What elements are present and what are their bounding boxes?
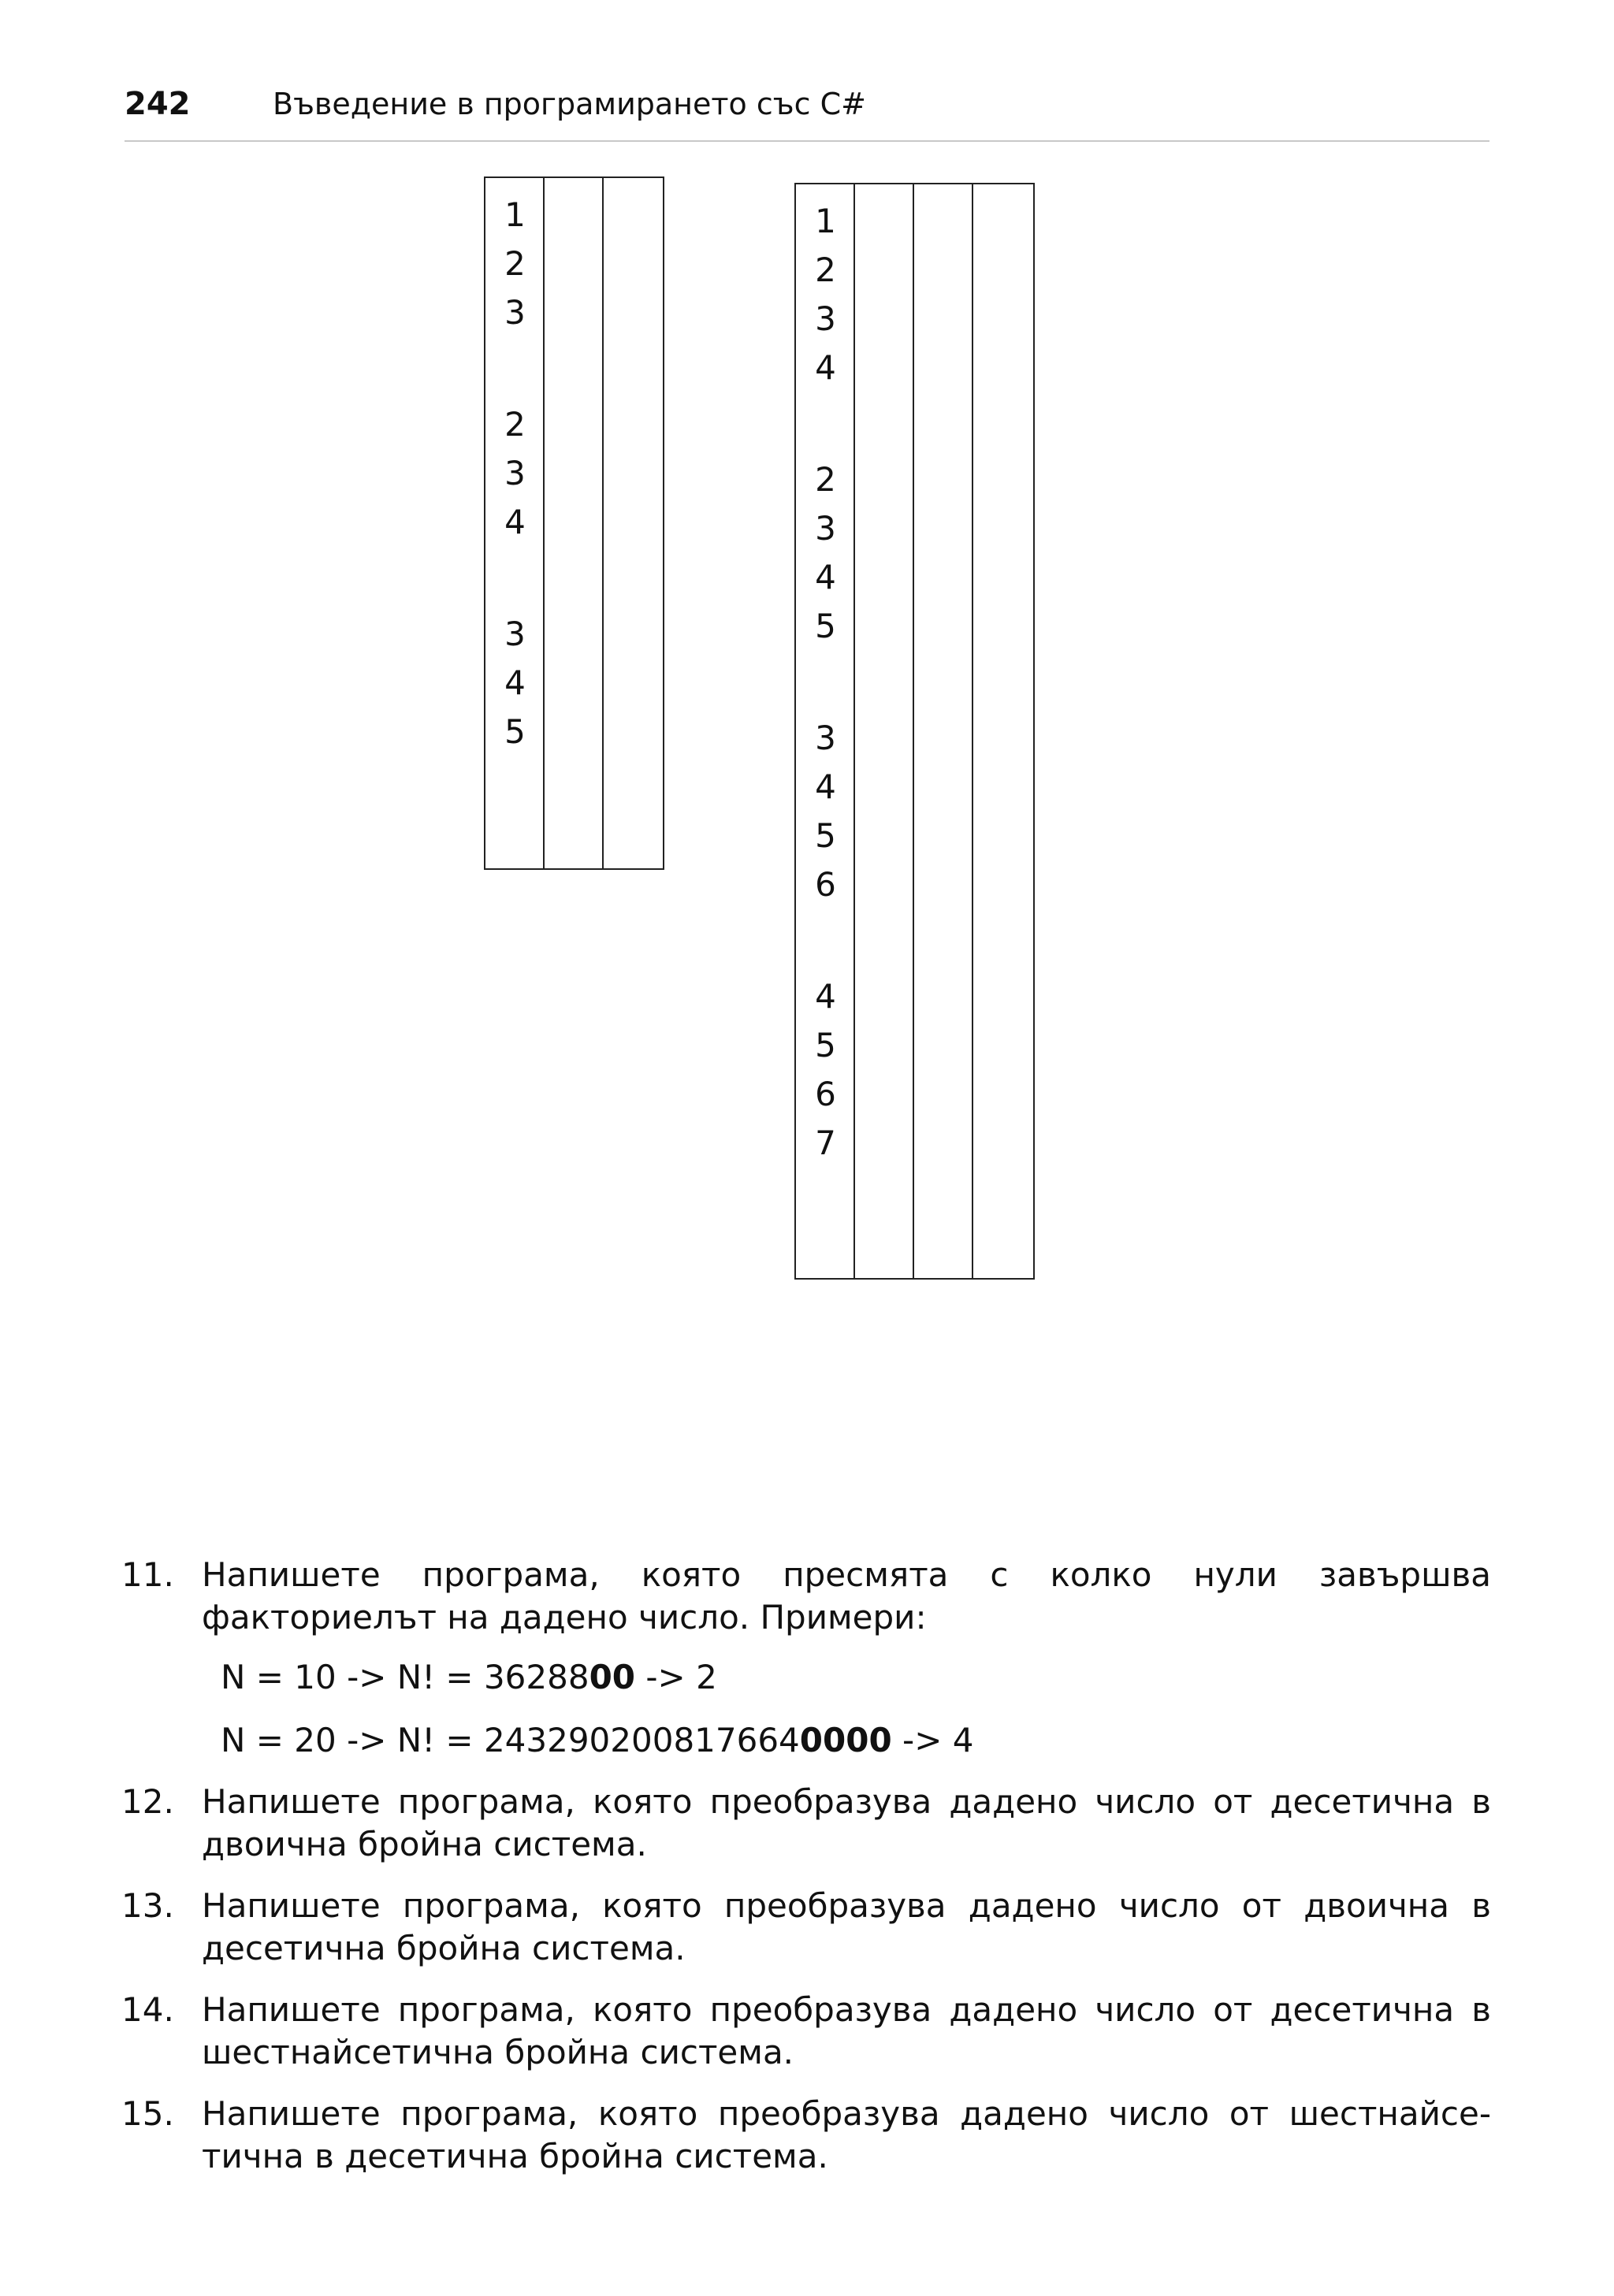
exercise-line: Напишете програма, която преобразува дадено число от десетична в (202, 1782, 1491, 1821)
digit: 5 (815, 607, 836, 645)
page-number: 242 (125, 86, 191, 122)
grid-large-digits (796, 197, 855, 1168)
digit: 4 (815, 767, 836, 806)
grid-small (484, 176, 664, 870)
exercise-line: десетична бройна система. (202, 1929, 686, 1967)
exercise-14 (121, 1989, 1493, 2077)
exercise-15 (121, 2093, 1493, 2181)
digit: 3 (815, 299, 836, 338)
grid-large-column-2 (855, 184, 914, 1278)
exercise-line: Напишете програма, която преобразува дадено число от двоична в (202, 1886, 1491, 1925)
page-header (125, 82, 1489, 142)
exercise-number: 11. (121, 1555, 174, 1594)
digit: 3 (815, 509, 836, 548)
digit: 5 (815, 1026, 836, 1064)
exercise-line: Напишете програма, която преобразува дадено число от десетична в (202, 1990, 1491, 2029)
book-title: Въведение в програмирането със C# (273, 87, 866, 121)
exercise-line: Напишете програма, която пресмята с колко нули завършва (202, 1555, 1491, 1594)
example-line-1 (221, 1656, 717, 1699)
digit: 5 (504, 712, 526, 751)
exercise-12 (121, 1781, 1493, 1869)
exercise-line: факториелът на дадено число. Примери: (202, 1598, 927, 1637)
grid-large-column-4 (973, 184, 1032, 1278)
digit: 4 (504, 663, 526, 702)
digit: 4 (504, 503, 526, 541)
example-prefix: N = 10 -> N! = 36288 (221, 1658, 589, 1696)
exercise-line: шестнайсетична бройна система. (202, 2033, 794, 2071)
grid-large-column-3 (914, 184, 973, 1278)
digit: 1 (504, 195, 526, 234)
digit: 2 (504, 244, 526, 283)
digit: 3 (504, 454, 526, 492)
example-suffix: -> 2 (635, 1658, 717, 1696)
example-line-2 (221, 1719, 973, 1762)
exercise-line: тична в десетична бройна система. (202, 2137, 828, 2175)
digit: 3 (504, 293, 526, 332)
digit: 4 (815, 977, 836, 1016)
exercise-number: 14. (121, 1990, 174, 2029)
exercise-line: Напишете програма, която преобразува дадено число от шестнайсе- (202, 2094, 1491, 2133)
digit: 2 (815, 460, 836, 499)
digit: 6 (815, 1075, 836, 1113)
grid-large-column-1 (796, 184, 855, 1278)
grid-large (794, 183, 1035, 1280)
digit: 6 (815, 865, 836, 904)
exercise-number: 13. (121, 1886, 174, 1925)
exercise-13 (121, 1885, 1493, 1973)
digit: 2 (504, 405, 526, 444)
grid-small-digits (485, 191, 545, 756)
exercise-number: 12. (121, 1782, 174, 1821)
exercise-number: 15. (121, 2094, 174, 2133)
digit: 3 (815, 719, 836, 757)
digit: 1 (815, 202, 836, 240)
digit: 2 (815, 251, 836, 289)
exercise-line: двоична бройна система. (202, 1825, 647, 1863)
grid-small-column-3 (604, 178, 663, 868)
digit: 3 (504, 615, 526, 653)
example-trailing-zeros: 00 (589, 1658, 636, 1696)
example-suffix: -> 4 (891, 1721, 974, 1759)
digit: 5 (815, 816, 836, 855)
digit: 4 (815, 348, 836, 387)
digit: 7 (815, 1124, 836, 1162)
exercise-11 (121, 1554, 1493, 1642)
grid-small-column-1 (485, 178, 545, 868)
digit: 4 (815, 558, 836, 596)
grid-small-column-2 (545, 178, 604, 868)
example-trailing-zeros: 0000 (799, 1721, 892, 1759)
example-prefix: N = 20 -> N! = 243290200817664 (221, 1721, 800, 1759)
